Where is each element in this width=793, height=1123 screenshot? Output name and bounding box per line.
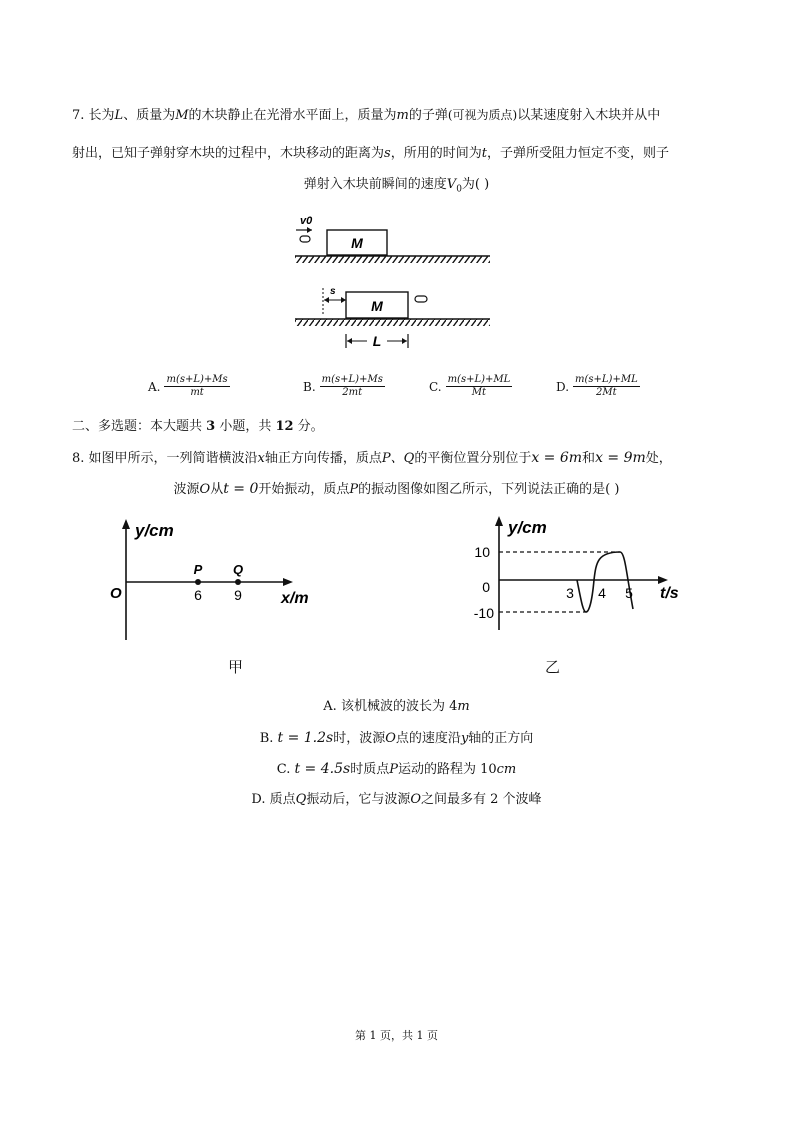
yi-origin-label: 0 [482,579,490,595]
q7-option-d-fraction: $\frac{m(s+L)+ML}{2Mt}$ [575,374,638,398]
s-label: s [330,286,336,297]
yi-y-label: y/cm [508,518,547,537]
q7-option-a[interactable]: A. $\frac{m(s+L)+Ms}{mt}$ [148,374,228,398]
yi-tick-3: 3 [566,585,574,601]
point-p [195,579,201,585]
v0-label: v0 [300,215,313,227]
q7-line1: 7. 长为L、质量为M的木块静止在光滑水平面上，质量为m的子弹(可视为质点)以某速度射入木块并从中 [72,108,661,123]
q8-option-b[interactable]: B. t = 1.2s时，波源O点的速度沿y轴的正方向 [259,730,534,746]
ground-bottom-hatch [295,319,490,326]
q8-option-d[interactable]: D. 质点Q振动后，它与波源O之间最多有 2 个波峰 [251,792,542,807]
yi-tick-10: 10 [474,544,490,560]
section-2-heading: 二、多选题：本大题共 3 小题，共 12 分。 [72,419,324,434]
q7-option-a-fraction: $\frac{m(s+L)+Ms}{mt}$ [166,374,228,398]
bullet-before [300,236,310,242]
q7-option-d[interactable]: D. $\frac{m(s+L)+ML}{2Mt}$ [556,374,638,398]
caption-jia: 甲 [228,658,244,676]
q8-line1: 8. 如图甲所示，一列简谐横波沿x轴正方向传播，质点P、Q的平衡位置分别位于x = 6m和x = 9m处， [72,450,672,466]
point-p-label: P [193,562,203,577]
figure-yi-vibration-graph [470,512,690,634]
block-after-label: M [371,298,383,314]
jia-y-label: y/cm [135,521,174,540]
yi-tick-5: 5 [625,585,633,601]
figure-jia-wave-position [105,515,345,650]
bullet-after [415,296,427,302]
q7-option-c-fraction: $\frac{m(s+L)+ML}{Mt}$ [447,374,511,398]
tick-6: 6 [194,587,202,603]
v0-arrowhead [307,227,312,233]
q7-line3: 弹射入木块前瞬间的速度$V_0$为( ) [303,177,490,195]
jia-origin-label: O [110,585,122,602]
yi-vibration-curve [577,552,633,612]
q7-bullet-block-figure [290,208,500,358]
q8-option-c[interactable]: C. t = 4.5s时质点P运动的路程为 10cm [276,761,517,777]
q7-option-c[interactable]: C. $\frac{m(s+L)+ML}{Mt}$ [429,374,511,398]
yi-tick-4: 4 [598,585,606,601]
caption-yi: 乙 [545,658,561,676]
point-q [235,579,241,585]
q7-line2: 射出，已知子弹射穿木块的过程中，木块移动的距离为s，所用的时间为t，子弹所受阻力恒定不变，则子 [72,146,669,161]
jia-x-label: x/m [281,590,309,607]
q8-line2: 波源O从t = 0开始振动，质点P的振动图像如图乙所示，下列说法正确的是( ) [173,481,620,497]
tick-9: 9 [234,587,242,603]
yi-t-label: t/s [660,585,679,602]
q7-option-b-fraction: $\frac{m(s+L)+Ms}{2mt}$ [321,374,383,398]
block-before-label: M [351,235,363,251]
point-q-label: Q [232,562,244,577]
ground-top-hatch [295,256,490,263]
q7-option-b[interactable]: B. $\frac{m(s+L)+Ms}{2mt}$ [303,374,383,398]
q8-option-a[interactable]: A. 该机械波的波长为 4m [323,699,470,714]
yi-tick-neg10: -10 [473,605,494,621]
L-label: L [372,333,382,349]
page-footer: 第 1 页，共 1 页 [355,1029,438,1042]
